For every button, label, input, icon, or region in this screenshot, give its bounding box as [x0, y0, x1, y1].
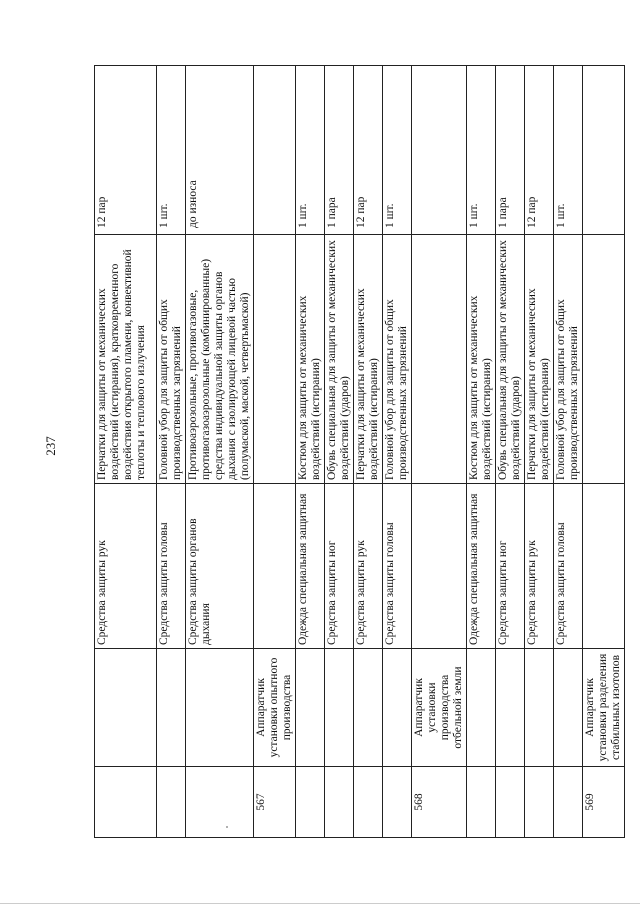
- row-number: 568: [412, 767, 467, 838]
- table-row: [412, 66, 467, 838]
- row-number: [467, 767, 496, 838]
- table-row: [496, 66, 525, 838]
- ppe-norms-table: [94, 65, 625, 838]
- workplace-cell: [186, 649, 254, 767]
- issue-norm-cell: [254, 66, 296, 235]
- ppe-item-cell: Головной убор для защиты от общих производственных загрязнений: [383, 235, 412, 484]
- issue-norm-cell: 1 шт.: [383, 66, 412, 235]
- ppe-category-cell: Средства защиты ног: [325, 484, 354, 649]
- ppe-item-cell: [254, 235, 296, 484]
- table-row: [95, 66, 157, 838]
- table-row: [383, 66, 412, 838]
- ppe-category-cell: Средства защиты рук: [525, 484, 554, 649]
- workplace-cell: [467, 649, 496, 767]
- table-row: [186, 66, 254, 838]
- table-row: [354, 66, 383, 838]
- issue-norm-cell: 1 пара: [325, 66, 354, 235]
- ppe-item-cell: [412, 235, 467, 484]
- issue-norm-cell: до износа: [186, 66, 254, 235]
- table-row: [325, 66, 354, 838]
- workplace-cell: [325, 649, 354, 767]
- row-number: [296, 767, 325, 838]
- workplace-cell: [157, 649, 186, 767]
- ppe-item-cell: Обувь специальная для защиты от механических воздействий (ударов): [325, 235, 354, 484]
- table-body: [95, 66, 625, 838]
- table-row: [583, 66, 625, 838]
- rotated-table-wrapper: [94, 66, 622, 838]
- ppe-item-cell: Головной убор для защиты от общих производственных загрязнений: [554, 235, 583, 484]
- issue-norm-cell: [412, 66, 467, 235]
- issue-norm-cell: 1 шт.: [296, 66, 325, 235]
- ppe-category-cell: Средства защиты ног: [496, 484, 525, 649]
- row-number: [325, 767, 354, 838]
- issue-norm-cell: 12 пар: [95, 66, 157, 235]
- row-number: 567: [254, 767, 296, 838]
- workplace-cell: Аппаратчик установки разделения стабильных изотопов: [583, 649, 625, 767]
- workplace-cell: Аппаратчик установки опытного производства: [254, 649, 296, 767]
- issue-norm-cell: 12 пар: [525, 66, 554, 235]
- table-row: [467, 66, 496, 838]
- workplace-cell: [95, 649, 157, 767]
- row-number: [525, 767, 554, 838]
- ppe-category-cell: Средства защиты головы: [383, 484, 412, 649]
- row-number: [496, 767, 525, 838]
- ppe-category-cell: Средства защиты головы: [554, 484, 583, 649]
- workplace-cell: [383, 649, 412, 767]
- ppe-item-cell: Костюм для защиты от механических воздействий (истирания): [467, 235, 496, 484]
- ppe-category-cell: [583, 484, 625, 649]
- row-number: [157, 767, 186, 838]
- row-number: [554, 767, 583, 838]
- ppe-item-cell: [583, 235, 625, 484]
- ppe-item-cell: Обувь специальная для защиты от механических воздействий (ударов): [496, 235, 525, 484]
- ppe-item-cell: Противоаэрозольные, противогазовые, противогазоаэрозольные (комбинированные) средства индивидуальной защиты органов дыхания с изолирующей лицевой частью (полумаской, маской, четвертьмаской): [186, 235, 254, 484]
- table-row: [157, 66, 186, 838]
- issue-norm-cell: [583, 66, 625, 235]
- row-number: [383, 767, 412, 838]
- ppe-category-cell: Средства защиты рук: [354, 484, 383, 649]
- ppe-category-cell: Средства защиты органов дыхания: [186, 484, 254, 649]
- workplace-cell: [296, 649, 325, 767]
- row-number: 569: [583, 767, 625, 838]
- workplace-cell: [554, 649, 583, 767]
- table-row: [525, 66, 554, 838]
- table-row: [296, 66, 325, 838]
- row-number: [95, 767, 157, 838]
- ppe-item-cell: Головной убор для защиты от общих производственных загрязнений: [157, 235, 186, 484]
- workplace-cell: [354, 649, 383, 767]
- issue-norm-cell: 12 пар: [354, 66, 383, 235]
- workplace-cell: [525, 649, 554, 767]
- issue-norm-cell: 1 пара: [496, 66, 525, 235]
- ppe-item-cell: Перчатки для защиты от механических воздействий (истирания): [354, 235, 383, 484]
- row-number: [186, 767, 254, 838]
- issue-norm-cell: 1 шт.: [467, 66, 496, 235]
- ppe-category-cell: [412, 484, 467, 649]
- ppe-category-cell: [254, 484, 296, 649]
- ppe-category-cell: Средства защиты головы: [157, 484, 186, 649]
- ppe-item-cell: Перчатки для защиты от механических воздействий (истирания), кратковременного воздействия открытого пламени, конвективной теплоты и теплового излучения: [95, 235, 157, 484]
- ppe-item-cell: Костюм для защиты от механических воздействий (истирания): [296, 235, 325, 484]
- row-number: [354, 767, 383, 838]
- issue-norm-cell: 1 шт.: [157, 66, 186, 235]
- workplace-cell: Аппаратчик установки производства отбельной земли: [412, 649, 467, 767]
- issue-norm-cell: 1 шт.: [554, 66, 583, 235]
- page-number: 237: [43, 436, 58, 456]
- table-row: [254, 66, 296, 838]
- ppe-item-cell: Перчатки для защиты от механических воздействий (истирания): [525, 235, 554, 484]
- ppe-category-cell: Одежда специальная защитная: [296, 484, 325, 649]
- table-row: [554, 66, 583, 838]
- workplace-cell: [496, 649, 525, 767]
- scan-edge: [0, 903, 640, 904]
- ppe-category-cell: Средства защиты рук: [95, 484, 157, 649]
- ppe-category-cell: Одежда специальная защитная: [467, 484, 496, 649]
